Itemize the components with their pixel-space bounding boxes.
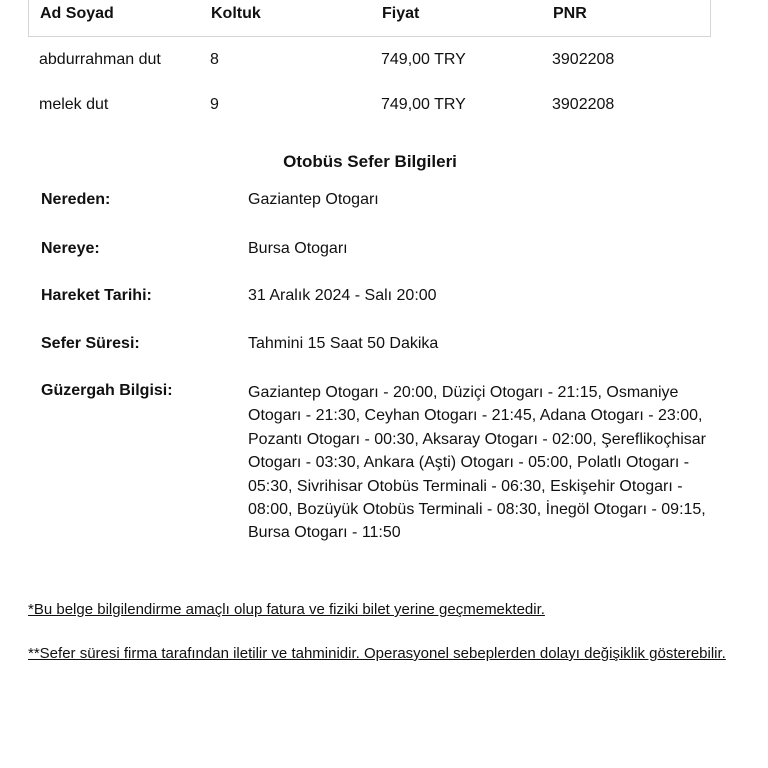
departure-value: 31 Aralık 2024 - Salı 20:00 [248,287,437,304]
route-label: Güzergah Bilgisi: [41,382,173,399]
from-label: Nereden: [41,191,111,208]
passenger-price: 749,00 TRY [381,96,466,113]
duration-value: Tahmini 15 Saat 50 Dakika [248,335,439,352]
route-value: Gaziantep Otogarı - 20:00, Düziçi Otogarı - 21:15, Osmaniye Otogarı - 21:30, Ceyhan Otogarı - 21:45, Adana Otogarı - 23:00, Pozantı Otogarı - 00:30, Aksaray Otogarı - 02:00, Şereflikoçhisar Otogarı - 03:30, Ankara (Aşti) Otogarı - 05:00, Polatlı Otogarı - 05:30, Sivrihisar Otobüs Terminali - 06:30, Eskişehir Otogarı - 08:00, Bozüyük Otobüs Terminali - 08:30, İnegöl Otogarı - 09:15, Bursa Otogarı - 11:50 [248,384,707,542]
header-name: Ad Soyad [40,5,114,22]
from-value: Gaziantep Otogarı [248,191,379,208]
header-pnr: PNR [553,5,587,22]
table-row [28,82,711,127]
passenger-name: melek dut [39,96,109,113]
passenger-pnr: 3902208 [552,96,615,113]
passenger-name: abdurrahman dut [39,51,161,68]
duration-note: **Sefer süresi firma tarafından iletilir ve tahminidir. Operasyonel sebeplerden dolayı değişiklik gösterebilir. [28,645,726,662]
table-header-row [28,0,711,37]
passenger-pnr: 3902208 [552,51,615,68]
departure-label: Hareket Tarihi: [41,287,152,304]
trip-info-title: Otobüs Sefer Bilgileri [283,152,457,171]
passenger-table [28,0,711,127]
duration-label: Sefer Süresi: [41,335,140,352]
passenger-seat: 9 [210,96,219,113]
table-row [28,37,711,82]
header-price: Fiyat [382,5,420,22]
passenger-seat: 8 [210,51,219,68]
to-value: Bursa Otogarı [248,240,348,257]
disclaimer-note: *Bu belge bilgilendirme amaçlı olup fatura ve fiziki bilet yerine geçmemektedir. [28,601,545,618]
header-seat: Koltuk [211,5,261,22]
passenger-price: 749,00 TRY [381,51,466,68]
to-label: Nereye: [41,240,100,257]
